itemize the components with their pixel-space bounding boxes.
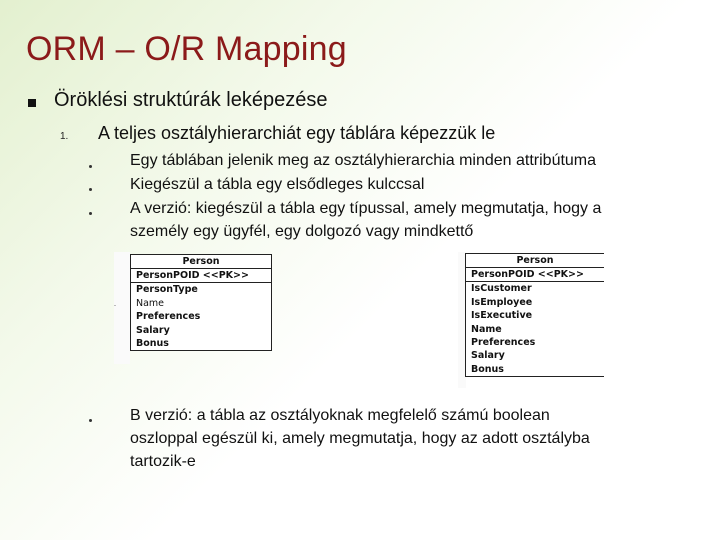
dot-bullet-icon (89, 212, 92, 215)
table-a-column: Name (136, 297, 165, 309)
dot-bullet-icon (114, 305, 116, 306)
dot-bullet-icon (89, 419, 92, 422)
table-b-column: IsEmployee (471, 296, 533, 308)
table-b-name: Person (466, 254, 604, 268)
table-b-column: Bonus (471, 363, 504, 375)
table-image-background (114, 252, 130, 364)
uml-table-a (130, 254, 272, 351)
slide-title: ORM – O/R Mapping (26, 30, 347, 68)
point-2: Kiegészül a tábla egy elsődleges kulccsal (130, 176, 425, 193)
table-a-column: PersonType (136, 284, 198, 296)
table-b-column: Preferences (471, 337, 536, 349)
point-3: A verzió: kiegészül a tábla egy típussal, amely megmutatja, hogy a (130, 200, 602, 217)
point-3-continued: személy egy ügyfél, egy dolgozó vagy mindkettő (130, 223, 474, 240)
dot-bullet-icon (89, 188, 92, 191)
table-a-name: Person (131, 255, 271, 269)
heading: Öröklési struktúrák leképezése (54, 89, 328, 111)
square-bullet-icon (28, 99, 36, 107)
point-b-line-2: oszloppal egészül ki, amely megmutatja, hogy az adott osztályba (130, 430, 590, 447)
point-1: Egy táblában jelenik meg az osztályhierarchia minden attribútuma (130, 152, 597, 169)
table-a-column: Preferences (136, 311, 201, 323)
point-b-line-1: B verzió: a tábla az osztályoknak megfelelő számú boolean (130, 407, 550, 424)
uml-table-b (465, 253, 604, 377)
table-a-column: Bonus (136, 338, 169, 350)
table-b-column: IsCustomer (471, 283, 532, 295)
step-text: A teljes osztályhierarchiát egy táblára képezzük le (98, 123, 496, 143)
table-b-column: Salary (471, 350, 505, 362)
table-b-column: IsExecutive (471, 310, 533, 322)
dot-bullet-icon (89, 165, 92, 168)
table-b-column: Name (471, 323, 502, 335)
table-b-pk: PersonPOID <<PK>> (466, 268, 604, 282)
table-a-pk: PersonPOID <<PK>> (131, 269, 271, 283)
point-b-line-3: tartozik-e (130, 453, 196, 470)
table-a-column: Salary (136, 324, 170, 336)
step-number: 1. (60, 131, 69, 142)
